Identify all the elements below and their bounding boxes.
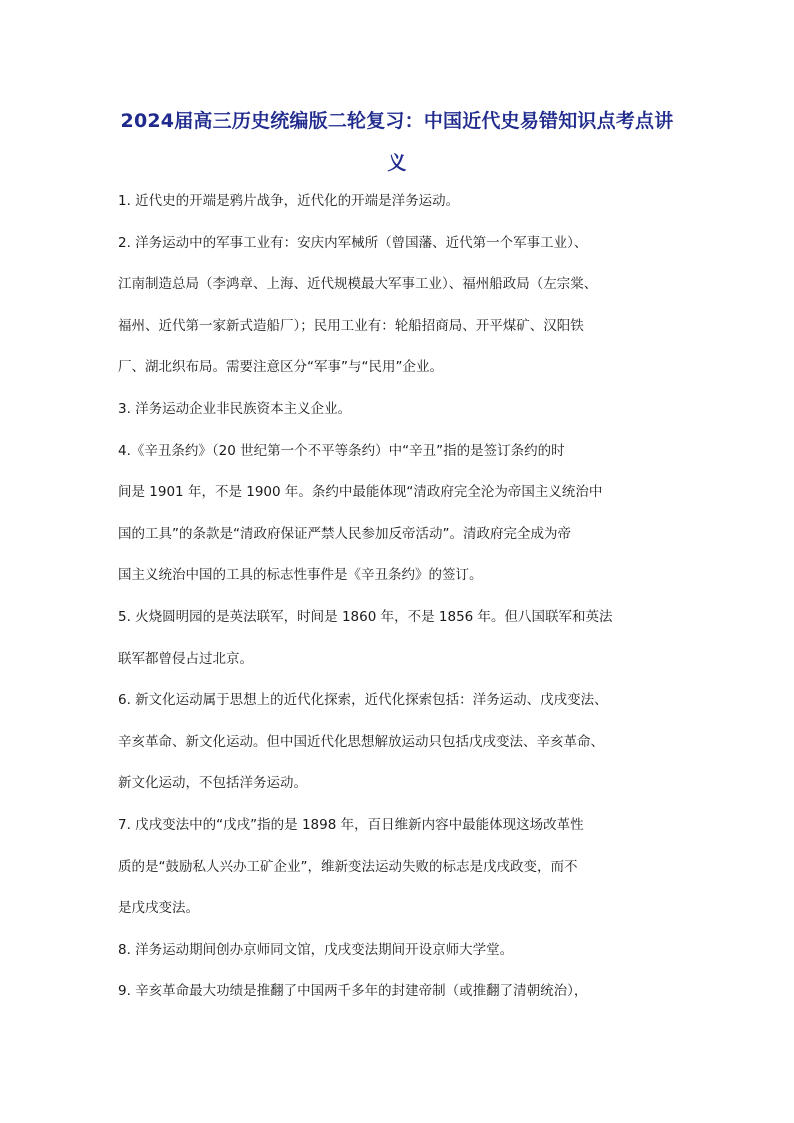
- text-line: 联军都曾侵占过北京。: [118, 650, 253, 667]
- text-line: 4.《辛丑条约》（20 世纪第一个不平等条约）中“辛丑”指的是签订条约的时: [118, 442, 565, 459]
- text-line: 3. 洋务运动企业非民族资本主义企业。: [118, 400, 352, 417]
- text-line: 1. 近代史的开端是鸦片战争，近代化的开端是洋务运动。: [118, 193, 460, 209]
- text-line: 江南制造总局（李鸿章、上海、近代规模最大军事工业）、福州船政局（左宗棠、: [118, 276, 598, 293]
- text-line: 8. 洋务运动期间创办京师同文馆，戊戌变法期间开设京师大学堂。: [118, 941, 514, 958]
- text-line: 国的工具”的条款是“清政府保证严禁人民参加反帝活动”。清政府完全成为帝: [118, 525, 571, 542]
- document-title-line-1: 2024届高三历史统编版二轮复习：中国近代史易错知识点考点讲: [120, 110, 674, 132]
- text-line: 国主义统治中国的工具的标志性事件是《辛丑条约》的签订。: [118, 567, 483, 584]
- text-line: 是戊戌变法。: [118, 900, 199, 917]
- text-line: 7. 戊戌变法中的“戊戌”指的是 1898 年，百日维新内容中最能体现这场改革性: [118, 816, 584, 833]
- text-line: 5. 火烧圆明园的是英法联军，时间是 1860 年，不是 1856 年。但八国联军和英法: [118, 608, 613, 625]
- text-line: 新文化运动，不包括洋务运动。: [118, 775, 307, 792]
- document-title-line-2: 义: [387, 152, 407, 174]
- document-body: [118, 189, 698, 1021]
- text-line: 9. 辛亥革命最大功绩是推翻了中国两千多年的封建帝制（或推翻了清朝统治），: [118, 983, 588, 1000]
- text-line: 辛亥革命、新文化运动。但中国近代化思想解放运动只包括戊戌变法、辛亥革命、: [118, 733, 604, 750]
- text-line: 间是 1901 年，不是 1900 年。条约中最能体现“清政府完全沦为帝国主义统治中: [118, 484, 603, 501]
- text-line: 质的是“鼓励私人兴办工矿企业”，维新变法运动失败的标志是戊戌政变，而不: [118, 858, 578, 875]
- text-line: 6. 新文化运动属于思想上的近代化探索，近代化探索包括：洋务运动、戊戌变法、: [118, 692, 608, 709]
- text-line: 福州、近代第一家新式造船厂）；民用工业有：轮船招商局、开平煤矿、汉阳铁: [118, 317, 584, 334]
- text-line: 厂、湖北织布局。需要注意区分“军事”与“民用”企业。: [118, 359, 443, 376]
- text-line: 2. 洋务运动中的军事工业有：安庆内军械所（曾国藩、近代第一个军事工业）、: [118, 234, 588, 251]
